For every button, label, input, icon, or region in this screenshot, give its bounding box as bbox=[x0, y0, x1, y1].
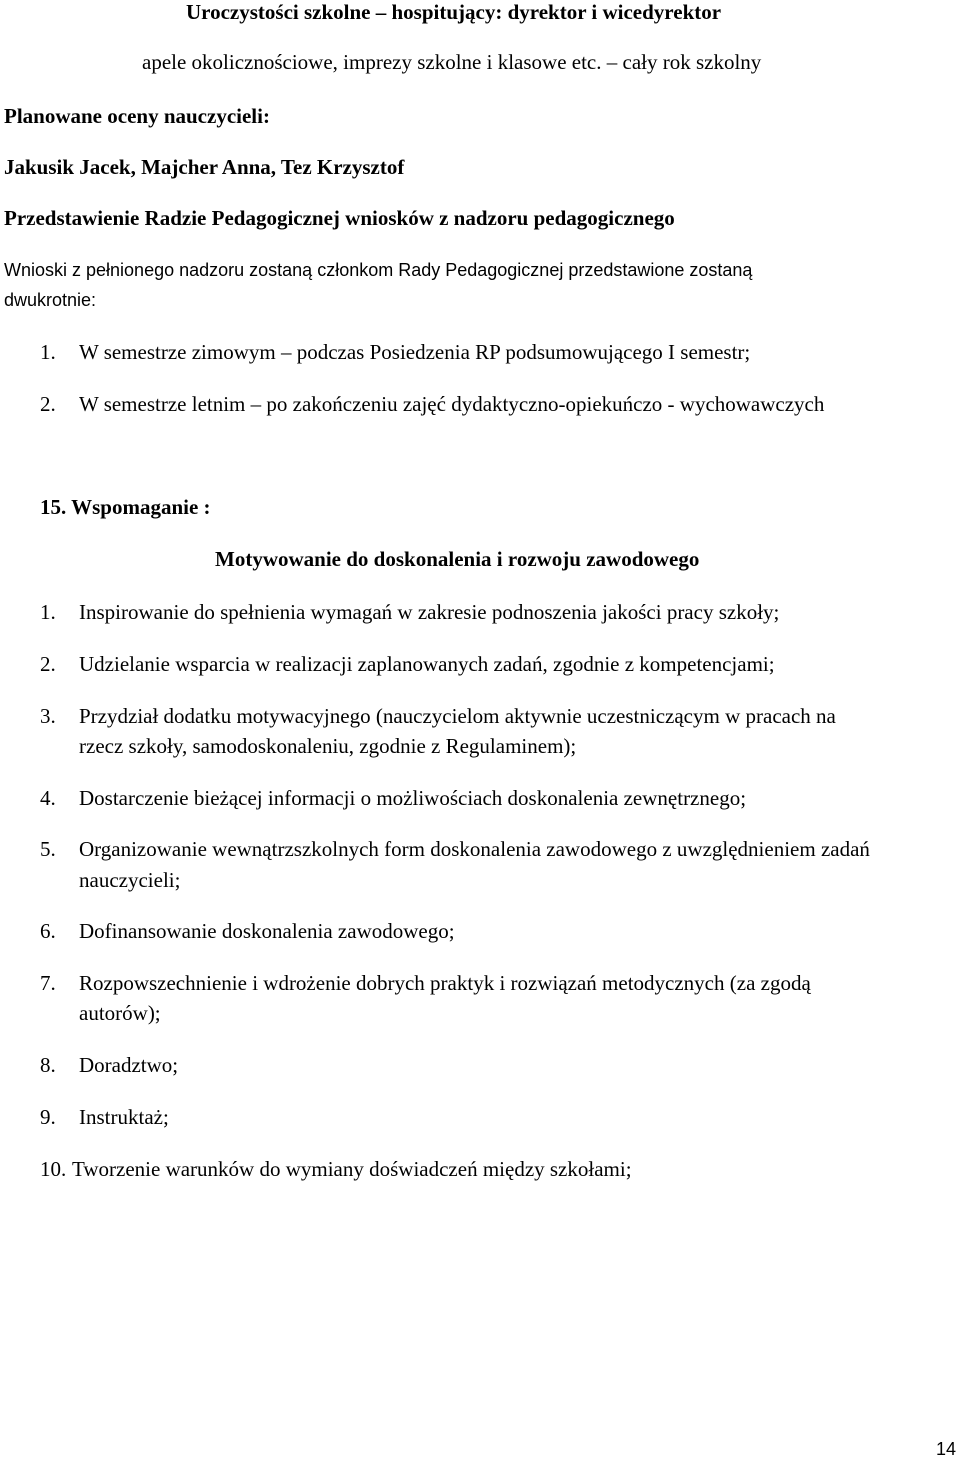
conclusions-heading: Przedstawienie Radzie Pedagogicznej wniosków z nadzoru pedagogicznego bbox=[4, 206, 675, 230]
events-list: apele okolicznościowe, imprezy szkolne i klasowe etc. bbox=[142, 50, 602, 74]
support-item-num: 1. bbox=[40, 600, 56, 624]
support-item-num: 4. bbox=[40, 786, 56, 810]
events-description bbox=[142, 50, 761, 74]
support-item-num: 7. bbox=[40, 971, 56, 995]
support-item-text: Doradztwo; bbox=[79, 1053, 179, 1077]
support-item-num: 10. bbox=[40, 1157, 67, 1181]
support-item-text: Udzielanie wsparcia w realizacji zaplanowanych zadań, zgodnie z kompetencjami; bbox=[79, 652, 775, 676]
conclusions-item-text: W semestrze letnim – po zakończeniu zajęć dydaktyczno-opiekuńczo - wychowawczych bbox=[79, 392, 825, 416]
support-item-text-continued: nauczycieli; bbox=[79, 868, 181, 892]
support-item-text: Tworzenie warunków do wymiany doświadczeń między szkołami; bbox=[72, 1157, 632, 1181]
support-item-num: 8. bbox=[40, 1053, 56, 1077]
conclusions-item-text: W semestrze zimowym – podczas Posiedzenia RP podsumowującego I semestr; bbox=[79, 340, 751, 364]
events-period: – cały rok szkolny bbox=[606, 50, 762, 74]
support-item-text-continued: rzecz szkoły, samodoskonaleniu, zgodnie z Regulaminem); bbox=[79, 734, 577, 758]
events-title: Uroczystości szkolne – hospitujący: dyrektor i wicedyrektor bbox=[186, 0, 722, 24]
support-item-num: 3. bbox=[40, 704, 56, 728]
support-item-text: Dostarczenie bieżącej informacji o możliwościach doskonalenia zewnętrznego; bbox=[79, 786, 747, 810]
conclusions-item-num: 1. bbox=[40, 340, 56, 364]
support-heading: 15. Wspomaganie : bbox=[40, 495, 211, 519]
page-number: 14 bbox=[936, 1439, 957, 1459]
support-item-text: Organizowanie wewnątrzszkolnych form doskonalenia zawodowego z uwzględnieniem zadań bbox=[79, 837, 870, 861]
support-item-text: Rozpowszechnienie i wdrożenie dobrych praktyk i rozwiązań metodycznych (za zgodą bbox=[79, 971, 811, 995]
conclusions-item-num: 2. bbox=[40, 392, 56, 416]
support-subheading: Motywowanie do doskonalenia i rozwoju zawodowego bbox=[215, 547, 700, 571]
support-item-text: Inspirowanie do spełnienia wymagań w zakresie podnoszenia jakości pracy szkoły; bbox=[79, 600, 780, 624]
support-item-num: 9. bbox=[40, 1105, 56, 1129]
support-item-text: Dofinansowanie doskonalenia zawodowego; bbox=[79, 919, 455, 943]
support-item-num: 5. bbox=[40, 837, 56, 861]
conclusions-intro-line2: dwukrotnie: bbox=[4, 290, 97, 310]
planned-evaluations-heading: Planowane oceny nauczycieli: bbox=[4, 104, 270, 128]
support-item-text: Przydział dodatku motywacyjnego (nauczycielom aktywnie uczestniczącym w pracach na bbox=[79, 704, 836, 728]
support-item-text-continued: autorów); bbox=[79, 1001, 161, 1025]
conclusions-intro-line1: Wnioski z pełnionego nadzoru zostaną członkom Rady Pedagogicznej przedstawione zostaną bbox=[4, 260, 753, 280]
planned-evaluations-names: Jakusik Jacek, Majcher Anna, Tez Krzysztof bbox=[4, 155, 405, 179]
support-item-text: Instruktaż; bbox=[79, 1105, 169, 1129]
support-item-num: 2. bbox=[40, 652, 56, 676]
support-item-num: 6. bbox=[40, 919, 56, 943]
